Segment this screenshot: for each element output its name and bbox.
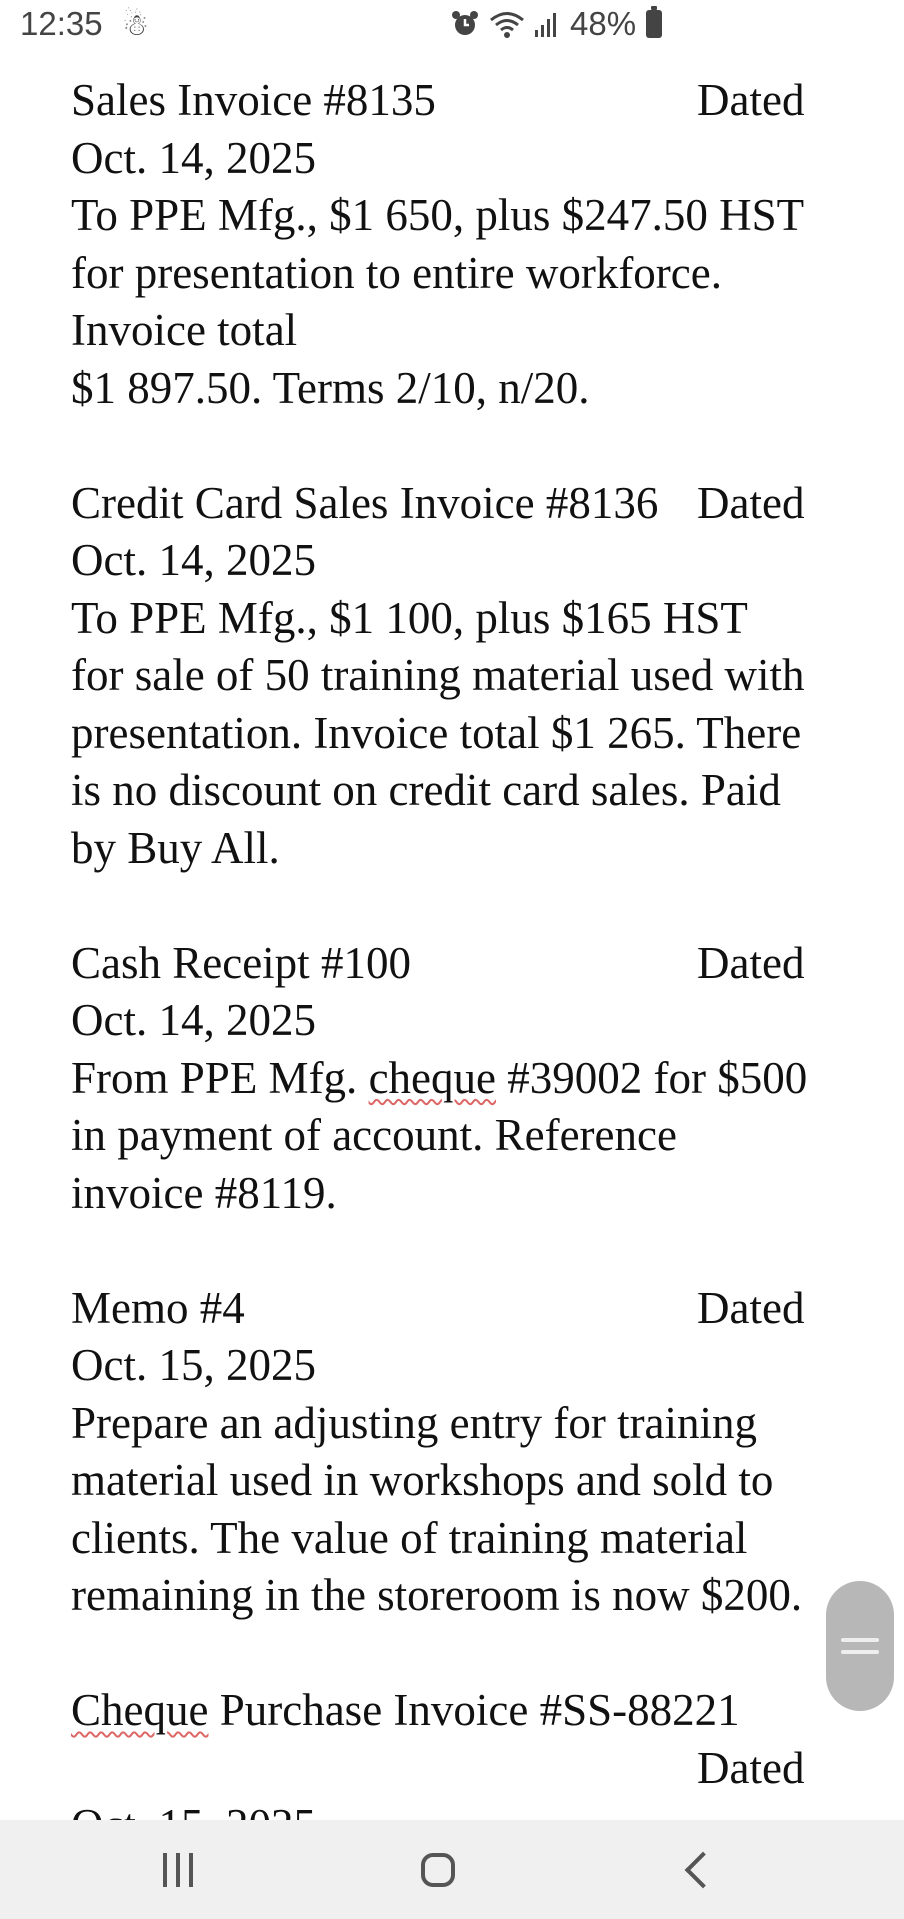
status-bar xyxy=(0,0,904,50)
entry-body-line: From PPE Mfg. cheque #39002 for $500 xyxy=(71,1052,808,1103)
navigation-bar xyxy=(0,1820,904,1919)
status-time: 12:35 xyxy=(20,5,103,42)
entry-dated-line xyxy=(71,1740,861,1798)
dated-label: Dated xyxy=(697,1742,805,1793)
entry-title: Credit Card Sales Invoice #8136 xyxy=(71,477,659,528)
signal-icon xyxy=(534,10,560,38)
alarm-icon xyxy=(450,9,480,39)
entry-title-line xyxy=(71,475,861,533)
entry-title-line xyxy=(71,1280,861,1338)
entry-title-line xyxy=(71,1682,861,1740)
entry-date: Oct. 14, 2025 xyxy=(71,535,316,585)
entry-title: Cash Receipt #100 xyxy=(71,937,411,988)
status-icons xyxy=(450,5,662,43)
entry-body-line: $1 897.50. Terms 2/10, n/20. xyxy=(71,362,590,413)
entry-title: Sales Invoice #8135 xyxy=(71,75,436,125)
spacer xyxy=(71,877,861,935)
scroll-handle[interactable] xyxy=(826,1581,894,1711)
back-icon xyxy=(685,1851,722,1888)
notification-icon: ☃ xyxy=(122,9,149,42)
entry-body-line: To PPE Mfg., $1 100, plus $165 HST xyxy=(71,592,748,643)
entry-body-line: for sale of 50 training material used with xyxy=(71,650,805,700)
entry-body-line: for presentation to entire workforce. xyxy=(71,247,722,298)
back-button[interactable] xyxy=(638,1820,758,1919)
spacer xyxy=(71,1222,861,1280)
dated-label: Dated xyxy=(697,937,805,988)
entry-body-line: Invoice total xyxy=(71,305,298,355)
battery-percent: 48% xyxy=(570,5,637,42)
entry-body-line: material used in workshops and sold to xyxy=(71,1455,774,1505)
entry-body-line: Prepare an adjusting entry for training xyxy=(71,1397,758,1448)
dated-label: Dated xyxy=(697,477,805,528)
entry-body-line: clients. The value of training material xyxy=(71,1512,748,1563)
entry-body-line: in payment of account. Reference xyxy=(71,1110,677,1160)
handle-grip-line xyxy=(841,1638,879,1642)
entry-date: Oct. 15, 2025 xyxy=(71,1340,316,1390)
wifi-icon xyxy=(488,9,526,39)
battery-icon xyxy=(646,10,662,38)
dated-label: Dated xyxy=(697,75,805,125)
home-icon xyxy=(421,1853,455,1887)
entry-body-line: is no discount on credit card sales. Paid xyxy=(71,765,781,815)
entry-body-line: To PPE Mfg., $1 650, plus $247.50 HST xyxy=(71,190,805,240)
recents-icon xyxy=(163,1853,193,1887)
home-button[interactable] xyxy=(378,1820,498,1919)
entry-body-line: by Buy All. xyxy=(71,822,280,873)
entry-date: Oct. 14, 2025 xyxy=(71,132,316,183)
handle-grip-line xyxy=(841,1650,879,1654)
spellcheck-word[interactable]: cheque xyxy=(368,1052,496,1103)
entry-date: Oct. 14, 2025 xyxy=(71,995,316,1045)
entry-title-line xyxy=(71,72,861,130)
entry-body-line: presentation. Invoice total $1 265. There xyxy=(71,707,802,758)
spellcheck-word[interactable]: Cheque xyxy=(71,1685,209,1735)
recents-button[interactable] xyxy=(118,1820,238,1919)
entry-title: Cheque Purchase Invoice #SS-88221 xyxy=(71,1685,740,1735)
spacer xyxy=(71,417,861,475)
entry-body-line: remaining in the storeroom is now $200. xyxy=(71,1570,803,1620)
entry-body-line: invoice #8119. xyxy=(71,1167,337,1218)
dated-label: Dated xyxy=(697,1282,805,1333)
document-content[interactable] xyxy=(71,72,861,1820)
entry-title: Memo #4 xyxy=(71,1282,245,1333)
entry-title-line xyxy=(71,935,861,993)
spacer xyxy=(71,1625,861,1683)
